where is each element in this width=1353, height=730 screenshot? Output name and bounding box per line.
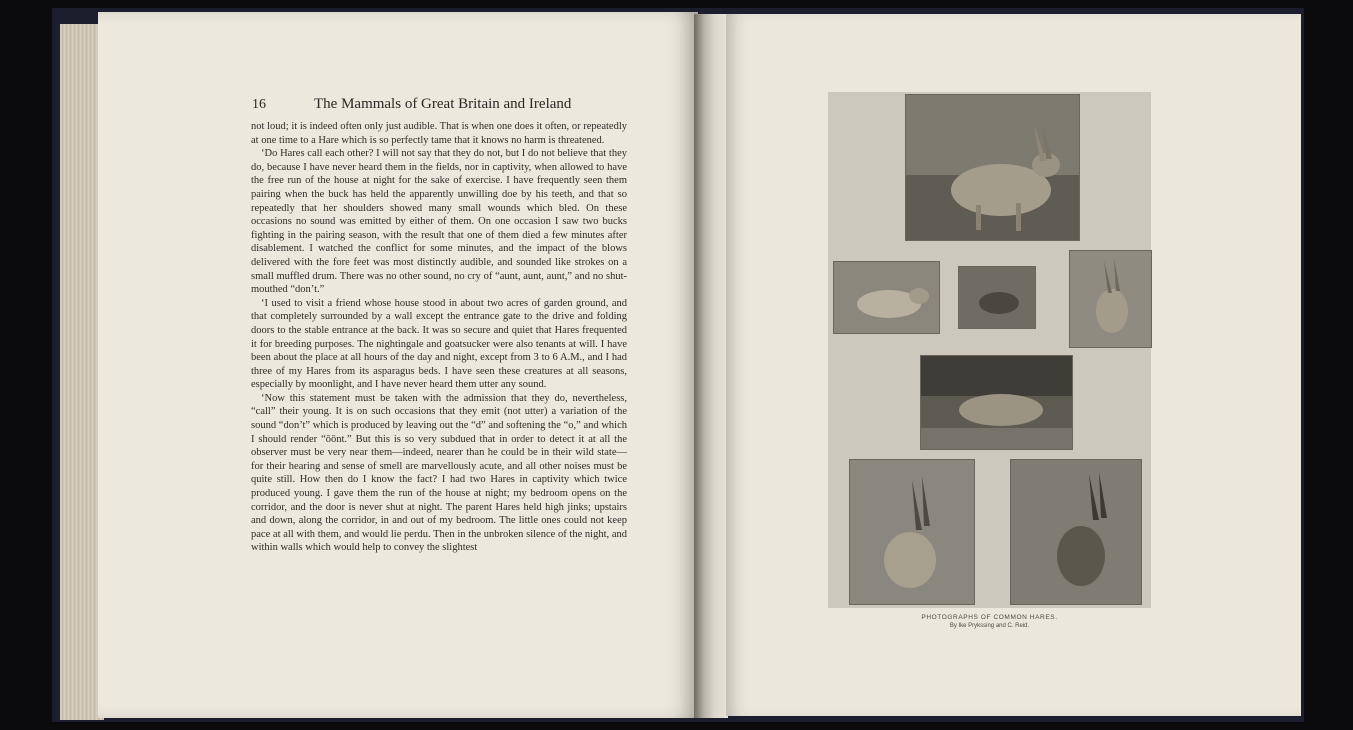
paragraph: ‘I used to visit a friend whose house stood in about two acres of garden ground, and that completely surrounded by a wall except the entrance gate to the drive and folding doors to the stable entrance at the back. It was so secure and quiet that Hares frequented it for breeding purposes. The nightingale and goatsucker were also tenants at will. I have been about the place at all hours of the day and night, except from 3 to 6 A.M., and I had three of my Hares from its asparagus beds. I have seen these creatures at all seasons, especially by moonlight, and I have never heard them utter any sound.: [251, 297, 627, 391]
hare-photo-middle-right: [1069, 250, 1152, 348]
running-title: The Mammals of Great Britain and Ireland: [314, 96, 572, 112]
page-number: 16: [252, 97, 266, 112]
caption-credit: By Ike Prykssing and C. Reid.: [949, 623, 1030, 629]
book-gutter: [694, 14, 728, 718]
page-header: [252, 97, 622, 115]
hare-photo-middle-center: [958, 266, 1036, 329]
caption-title: PHOTOGRAPHS OF COMMON HARES.: [921, 614, 1058, 621]
body-text: [251, 120, 627, 555]
hare-photo-middle-left: [833, 261, 940, 334]
paragraph: ‘Now this statement must be taken with the admission that they do, nevertheless, “call” their young. It is on such occasions that they emit (not utter) a variation of the sound “don’t” which is produced by leaving out the “d” and softening the “o,” and which I should render “ōōnt.” But this is so very subdued that in order to detect it at all the observer must be very near them—indeed, nearer than he could be in their wild state—for their hearing and sense of smell are marvellously acute, and all other noises must be quite still. How then do I know the fact? I had two Hares in captivity which twice produced young. I gave them the run of the house at night; my bedroom opens on the corridor, and the door is never shut at night. The parent Hares held high jinks; upstairs and down, along the corridor, in and out of my bedroom. The little ones could not keep pace at all with them, and would lie perdu. Then in the unbroken silence of the night, and within walls which would help to convey the slightest: [251, 392, 627, 554]
paragraph: ‘Do Hares call each other? I will not say that they do not, but I do not believe that they do, because I have never heard them in the fields, nor in captivity, when allowed to have the free run of the house at night for the sake of exercise. I have frequently seen them pairing when the buck has held the apparently unwilling doe by his teeth, and that so repeatedly that her shoulders showed many small wounds which bled. On these occasions no sound was emitted by either of them. On one occasion I saw two bucks fighting in the pairing season, with the result that one of them died a few minutes after disablement. I watched the conflict for some minutes, and the impact of the blows delivered with the fore feet was most distinctly audible, and sounded like strokes on a small muffled drum. There was no other sound, no cry of “aunt, aunt, aunt,” and no shut-mouthed “don’t.”: [251, 148, 627, 296]
hare-photo-center: [920, 355, 1073, 450]
hare-photo-bottom-left: [849, 459, 975, 605]
paragraph: not loud; it is indeed often only just audible. That is when one does it often, or repeatedly at one time to a Hare which is so perfectly tame that it knows no harm is threatened.: [251, 121, 627, 146]
plate-caption: [828, 614, 1151, 629]
hare-photo-top: [905, 94, 1080, 241]
hare-photo-bottom-right: [1010, 459, 1142, 605]
